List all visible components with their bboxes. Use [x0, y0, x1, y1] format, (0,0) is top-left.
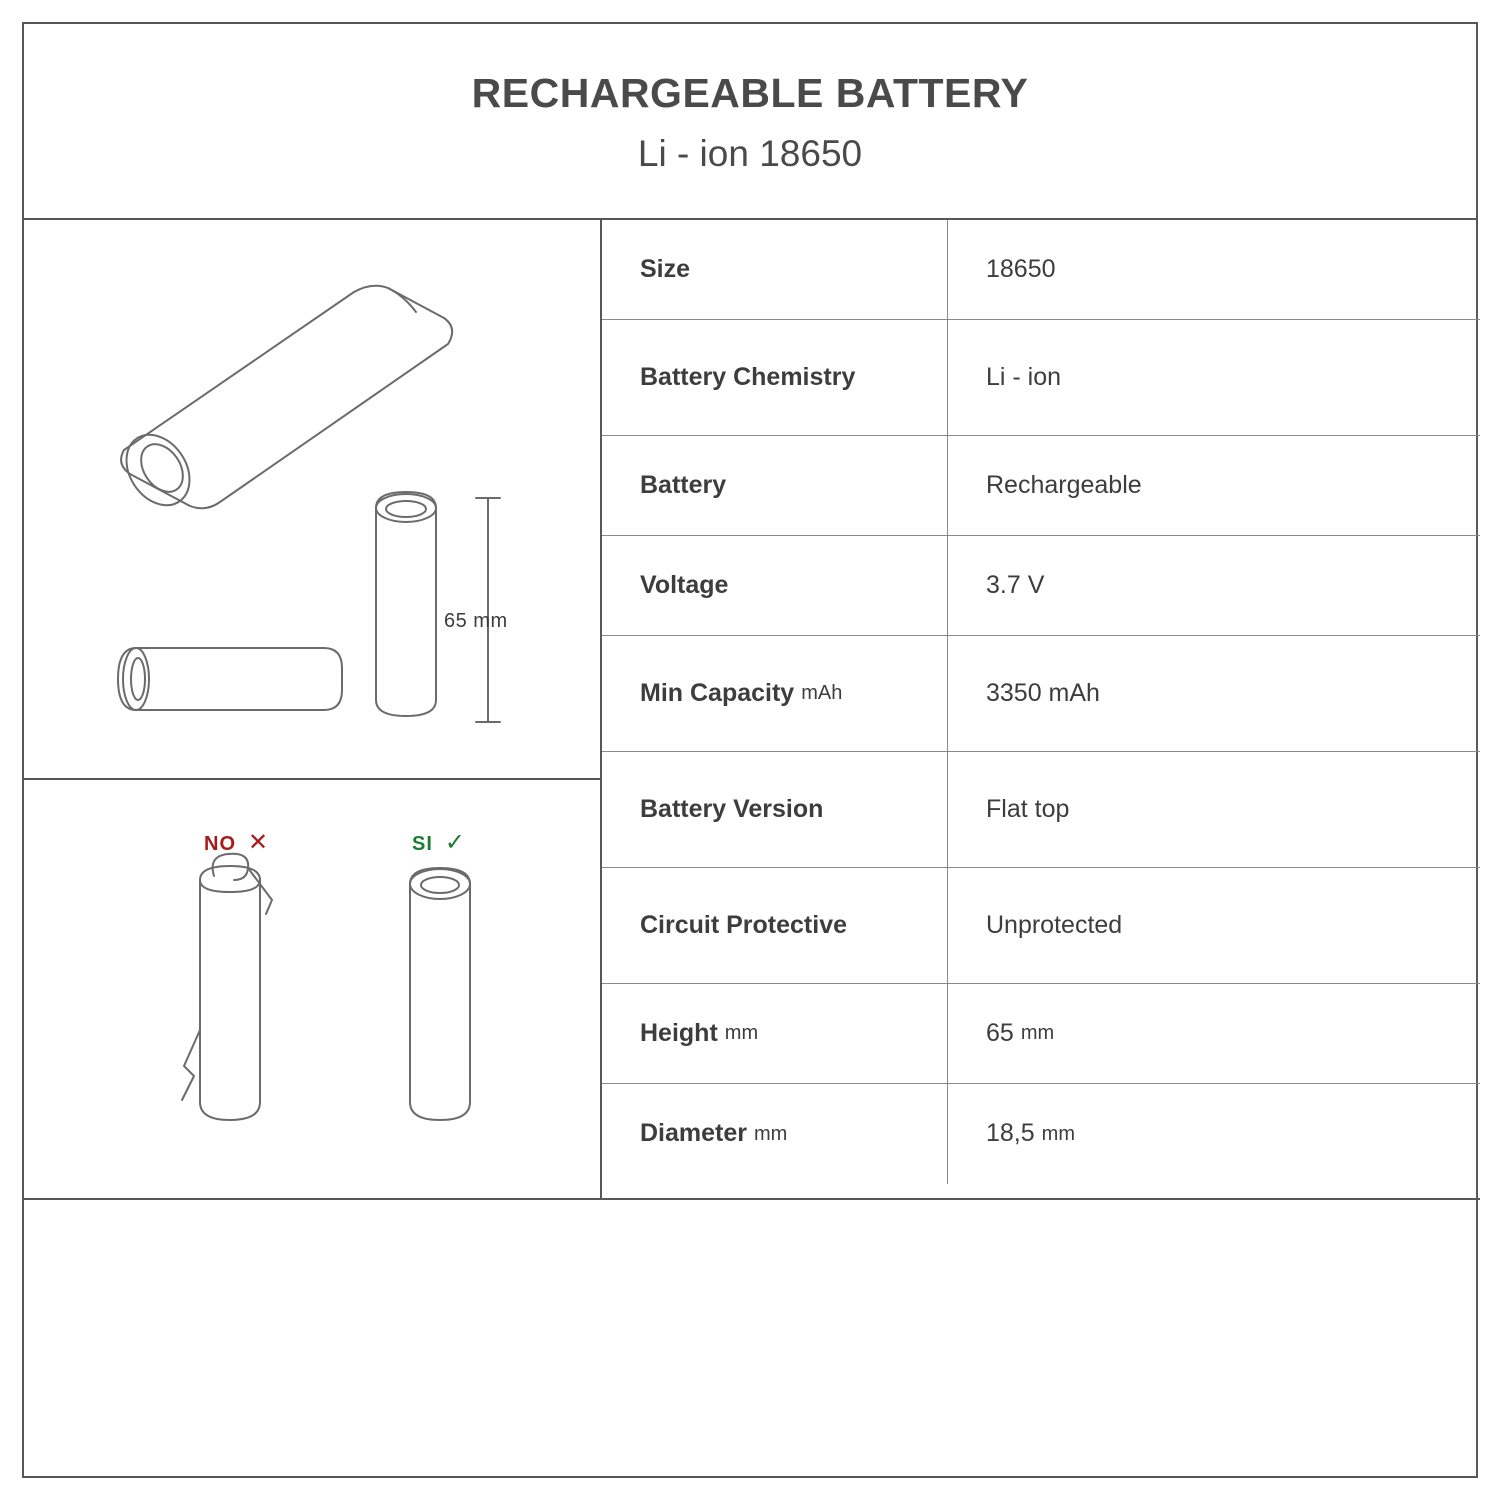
table-row [602, 220, 1480, 320]
table-row [602, 984, 1480, 1084]
cross-icon: ✕ [248, 829, 270, 856]
check-icon: ✓ [444, 829, 467, 856]
spec-label: Battery [602, 436, 948, 535]
bad-option-label: NO [204, 833, 236, 855]
spec-value-text: 18,5 [986, 1119, 1035, 1148]
illustration-column [24, 220, 602, 1200]
spec-value-text: 65 [986, 1018, 1014, 1047]
spec-value [948, 984, 1480, 1083]
spec-label-text: Min Capacity [640, 678, 795, 707]
table-row [602, 868, 1480, 984]
battery-comparison-panel [24, 780, 602, 1200]
table-row [602, 320, 1480, 436]
spec-label [602, 1084, 948, 1184]
spec-label [602, 636, 948, 751]
specifications-table [602, 220, 1480, 1200]
good-option-label: SI [412, 833, 433, 855]
spec-label-unit: mm [724, 1022, 759, 1044]
spec-label-text: Diameter [640, 1119, 747, 1148]
spec-value [948, 1084, 1480, 1184]
spec-value: Rechargeable [986, 470, 1142, 499]
table-row [602, 1084, 1480, 1184]
spec-label: Circuit Protective [602, 868, 948, 983]
spec-label [602, 984, 948, 1083]
blank-footer-area [24, 1200, 1476, 1478]
spec-label: Battery Version [602, 752, 948, 867]
spec-value: Unprotected [986, 910, 1123, 939]
bad-option-marker [204, 828, 269, 857]
height-dimension-label: 65 mm [444, 610, 508, 632]
page-title: RECHARGEABLE BATTERY [471, 70, 1029, 116]
spec-label-unit: mm [754, 1122, 788, 1145]
battery-views-panel [24, 220, 602, 780]
spec-value: 3.7 V [986, 570, 1045, 599]
spec-label: Voltage [602, 536, 948, 635]
spec-value-unit: mm [1020, 1022, 1055, 1044]
spec-label: Battery Chemistry [602, 320, 948, 435]
spec-label: Size [602, 220, 948, 319]
battery-views-drawing [24, 220, 602, 780]
page-subtitle: Li - ion 18650 [637, 133, 863, 174]
table-row [602, 636, 1480, 752]
spec-value: Flat top [986, 794, 1070, 823]
sheet-header [24, 24, 1476, 220]
spec-label-unit: mAh [801, 682, 843, 704]
spec-value: 18650 [986, 254, 1056, 283]
comparison-drawing [24, 780, 602, 1200]
spec-sheet [22, 22, 1478, 1478]
spec-value: Li - ion [986, 362, 1062, 391]
good-option-marker [412, 828, 466, 857]
table-row [602, 536, 1480, 636]
spec-label-text: Height [640, 1018, 718, 1047]
table-row [602, 752, 1480, 868]
spec-value-unit: mm [1041, 1122, 1075, 1145]
spec-value: 3350 mAh [986, 678, 1100, 707]
table-row [602, 436, 1480, 536]
